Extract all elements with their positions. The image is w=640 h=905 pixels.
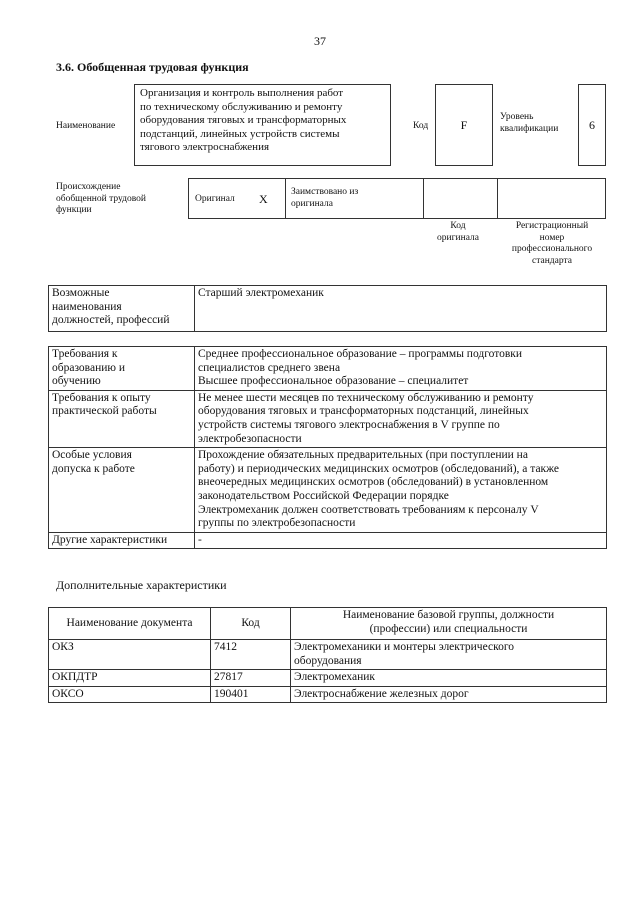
requirements-row-other (49, 532, 607, 549)
code-value-box (435, 84, 493, 166)
table-row (49, 640, 607, 670)
cell-group: Электромеханики и монтеры электрического оборудования (291, 640, 607, 670)
cell-document: ОКСО (49, 686, 211, 703)
cell-document: ОКЗ (49, 640, 211, 670)
reg-number-caption: Регистрационный номер профессионального стандарта (511, 221, 593, 266)
level-value: 6 (589, 117, 595, 132)
requirement-label: Особые условия допуска к работе (49, 448, 195, 533)
table-row (49, 670, 607, 687)
requirements-row-conditions (49, 448, 607, 533)
level-label: Уровень квалификации (500, 112, 559, 134)
origin-divider-3 (497, 179, 498, 218)
header-document: Наименование документа (49, 608, 211, 640)
original-mark: X (259, 192, 268, 206)
requirements-table (48, 346, 607, 549)
level-value-box (578, 84, 606, 166)
positions-label: Возможные наименования должностей, профессий (49, 286, 195, 332)
code-original-caption: Код оригинала (437, 221, 479, 243)
requirement-value: Прохождение обязательных предварительных (при поступлении на работу) и периодических медицинских осмотров (обследований), а также внеочередных медицинских осмотров (обследований) в установленном законодательством Российской Федерации порядке Электромеханик должен соответствовать требованиям к персоналу V группы по электробезопасности (195, 448, 607, 533)
cell-code: 27817 (211, 670, 291, 687)
header-code: Код (211, 608, 291, 640)
cell-group: Электромеханик (291, 670, 607, 687)
borrowed-label: Заимствовано из оригинала (291, 187, 359, 209)
cell-group: Электроснабжение железных дорог (291, 686, 607, 703)
origin-divider-2 (423, 179, 424, 218)
page-number: 37 (314, 34, 326, 48)
additional-table (48, 607, 607, 703)
additional-title: Дополнительные характеристики (56, 578, 227, 592)
requirement-label: Другие характеристики (49, 532, 195, 549)
function-name-box: Организация и контроль выполнения работ по техническому обслуживанию и ремонту оборудования тяговых и трансформаторных подстанций, линейных устройств системы тягового электроснабжения (134, 84, 391, 166)
positions-value: Старший электромеханик (195, 286, 607, 332)
requirements-row-education (49, 347, 607, 391)
origin-label: Происхождение обобщенной трудовой функции (56, 182, 146, 215)
requirement-label: Требования к опыту практической работы (49, 390, 195, 447)
original-label: Оригинал (195, 194, 235, 204)
requirements-row-experience (49, 390, 607, 447)
cell-code: 190401 (211, 686, 291, 703)
requirement-label: Требования к образованию и обучению (49, 347, 195, 391)
origin-box (188, 178, 606, 219)
requirement-value: - (195, 532, 607, 549)
requirement-value: Среднее профессиональное образование – программы подготовки специалистов среднего звена Высшее профессиональное образование – специалитет (195, 347, 607, 391)
requirement-value: Не менее шести месяцев по техническому обслуживанию и ремонту оборудования тяговых и трансформаторных подстанций, линейных устройств системы тягового электроснабжения в V группе по электробезопасности (195, 390, 607, 447)
code-value: F (460, 117, 468, 132)
code-label: Код (413, 121, 429, 131)
table-row (49, 686, 607, 703)
header-group: Наименование базовой группы, должности (профессии) или специальности (291, 608, 607, 640)
positions-row (49, 286, 607, 332)
origin-divider-1 (285, 179, 286, 218)
name-label: Наименование (56, 121, 116, 131)
cell-code: 7412 (211, 640, 291, 670)
positions-table (48, 285, 607, 332)
cell-document: ОКПДТР (49, 670, 211, 687)
section-title: 3.6. Обобщенная трудовая функция (56, 60, 249, 74)
additional-header-row (49, 608, 607, 640)
